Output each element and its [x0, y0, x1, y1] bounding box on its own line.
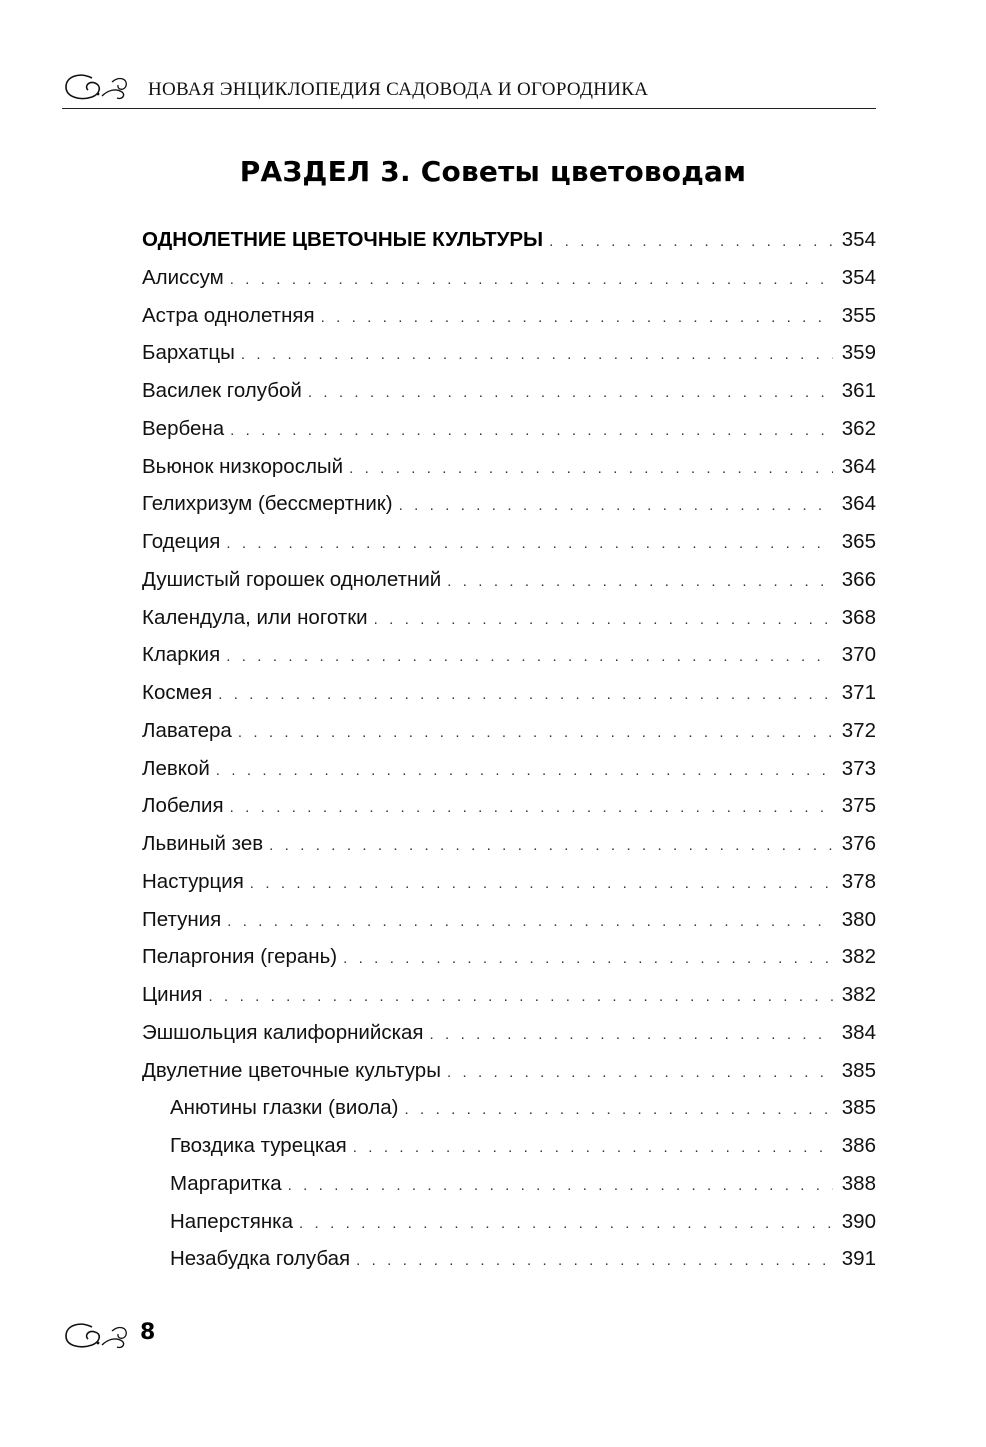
toc-dot-leader: [216, 752, 833, 790]
toc-page-number: 385: [841, 1058, 876, 1082]
toc-entry-label: Эшшольция калифорнийская: [142, 1020, 424, 1044]
toc-dot-leader: [241, 336, 833, 374]
toc-dot-leader: [405, 1091, 834, 1129]
toc-entry-label: Календула, или ноготки: [142, 605, 368, 629]
toc-entry: [142, 750, 876, 788]
toc-page-number: 390: [841, 1209, 876, 1233]
toc-dot-leader: [209, 978, 834, 1016]
toc-dot-leader: [374, 601, 833, 639]
toc-dot-leader: [226, 525, 833, 563]
toc-dot-leader: [230, 789, 833, 827]
toc-page-number: 373: [841, 756, 876, 780]
table-of-contents: [142, 221, 876, 1278]
toc-dot-leader: [308, 374, 833, 412]
toc-entry: [142, 259, 876, 297]
toc-entry: [142, 448, 876, 486]
toc-entry-label: Душистый горошек однолетний: [142, 567, 442, 591]
toc-entry: [142, 523, 876, 561]
toc-page-number: 371: [841, 681, 876, 704]
toc-entry-label: Наперстянка: [170, 1209, 293, 1233]
toc-subentry: [142, 1165, 876, 1203]
toc-entry-label: Анютины глазки (виола): [170, 1096, 399, 1120]
page-footer: [62, 1316, 262, 1356]
toc-entry: [142, 561, 876, 599]
toc-page-number: 354: [841, 228, 876, 251]
toc-entry: [142, 938, 876, 976]
toc-entry-label: Гелихризум (бессмертник): [142, 492, 393, 516]
toc-page-number: 364: [841, 454, 876, 478]
toc-page-number: 382: [841, 945, 876, 969]
toc-entry-label: Петуния: [142, 907, 222, 931]
toc-dot-leader: [227, 903, 833, 941]
toc-dot-leader: [230, 261, 833, 299]
toc-page-number: 391: [841, 1247, 876, 1271]
toc-entry-label: Маргаритка: [170, 1171, 282, 1195]
toc-entry-label: Вербена: [142, 416, 225, 440]
toc-dot-leader: [399, 487, 833, 525]
toc-entry: [142, 825, 876, 863]
toc-entry: [142, 334, 876, 372]
toc-entry-label: ОДНОЛЕТНИЕ ЦВЕТОЧНЫЕ КУЛЬТУРЫ: [142, 228, 544, 251]
running-header: [62, 66, 876, 109]
toc-subentry: [142, 1127, 876, 1165]
toc-entry: [142, 863, 876, 901]
toc-entry-label: Незабудка голубая: [170, 1247, 351, 1271]
toc-entry: [142, 221, 876, 259]
toc-entry: [142, 901, 876, 939]
running-header-title: НОВАЯ ЭНЦИКЛОПЕДИЯ САДОВОДА И ОГОРОДНИКА: [148, 79, 649, 100]
toc-dot-leader: [288, 1167, 833, 1205]
toc-entry: [142, 1052, 876, 1090]
toc-entry-label: Кларкия: [142, 643, 221, 667]
toc-entry-label: Львиный зев: [142, 832, 264, 855]
toc-page-number: 362: [841, 416, 876, 440]
toc-entry-label: Настурция: [142, 869, 244, 893]
flourish-ornament-icon: [62, 1318, 134, 1352]
toc-entry-label: Василек голубой: [142, 379, 302, 402]
toc-entry-label: Лобелия: [142, 794, 224, 818]
toc-entry: [142, 1014, 876, 1052]
toc-dot-leader: [353, 1129, 833, 1167]
toc-page-number: 376: [841, 832, 876, 855]
toc-entry: [142, 372, 876, 410]
toc-entry-label: Астра однолетняя: [142, 303, 315, 327]
toc-subentry: [142, 1240, 876, 1278]
toc-entry-label: Бархатцы: [142, 341, 235, 365]
toc-dot-leader: [238, 714, 833, 752]
toc-dot-leader: [230, 412, 833, 450]
toc-entry-label: Космея: [142, 681, 213, 704]
toc-dot-leader: [549, 223, 833, 261]
toc-page-number: 361: [841, 379, 876, 402]
toc-page-number: 368: [841, 605, 876, 629]
toc-page-number: 354: [841, 265, 876, 289]
toc-entry-label: Лаватера: [142, 718, 232, 742]
toc-subentry: [142, 1203, 876, 1241]
toc-entry: [142, 599, 876, 637]
toc-page-number: 366: [841, 567, 876, 591]
toc-page-number: 370: [841, 643, 876, 667]
section-title: РАЗДЕЛ 3. Советы цветоводам: [239, 155, 747, 188]
toc-dot-leader: [226, 638, 833, 676]
toc-dot-leader: [299, 1205, 833, 1243]
toc-page-number: 388: [841, 1171, 876, 1195]
toc-entry-label: Пеларгония (герань): [142, 945, 338, 969]
toc-dot-leader: [269, 827, 833, 865]
toc-dot-leader: [321, 299, 833, 337]
toc-entry: [142, 712, 876, 750]
toc-page-number: 386: [841, 1134, 876, 1157]
toc-page-number: 364: [841, 492, 876, 516]
toc-page-number: 384: [841, 1020, 876, 1044]
toc-dot-leader: [356, 1242, 833, 1280]
toc-entry: [142, 297, 876, 335]
toc-dot-leader: [343, 940, 833, 978]
page-number: 8: [140, 1320, 156, 1345]
toc-entry-label: Левкой: [142, 756, 210, 780]
toc-entry: [142, 674, 876, 712]
toc-subentry: [142, 1089, 876, 1127]
toc-entry: [142, 787, 876, 825]
toc-entry-label: Гвоздика турецкая: [170, 1134, 347, 1157]
toc-entry-label: Вьюнок низкорослый: [142, 454, 344, 478]
toc-dot-leader: [447, 563, 833, 601]
toc-page-number: 365: [841, 530, 876, 553]
toc-entry-label: Двулетние цветочные культуры: [142, 1058, 441, 1082]
flourish-ornament-icon: [62, 70, 134, 104]
toc-page-number: 355: [841, 303, 876, 327]
toc-entry: [142, 485, 876, 523]
toc-entry: [142, 410, 876, 448]
toc-dot-leader: [447, 1054, 833, 1092]
toc-dot-leader: [218, 676, 833, 714]
toc-entry: [142, 976, 876, 1014]
toc-page-number: 385: [841, 1096, 876, 1120]
toc-page-number: 382: [841, 983, 876, 1006]
toc-page-number: 380: [841, 907, 876, 931]
toc-entry-label: Циния: [142, 983, 203, 1006]
toc-entry-label: Алиссум: [142, 265, 224, 289]
toc-dot-leader: [349, 450, 833, 488]
toc-page-number: 359: [841, 341, 876, 365]
toc-entry-label: Годеция: [142, 530, 221, 553]
toc-page-number: 372: [841, 718, 876, 742]
toc-page-number: 378: [841, 869, 876, 893]
toc-dot-leader: [250, 865, 833, 903]
toc-dot-leader: [430, 1016, 833, 1054]
toc-page-number: 375: [841, 794, 876, 818]
toc-entry: [142, 636, 876, 674]
